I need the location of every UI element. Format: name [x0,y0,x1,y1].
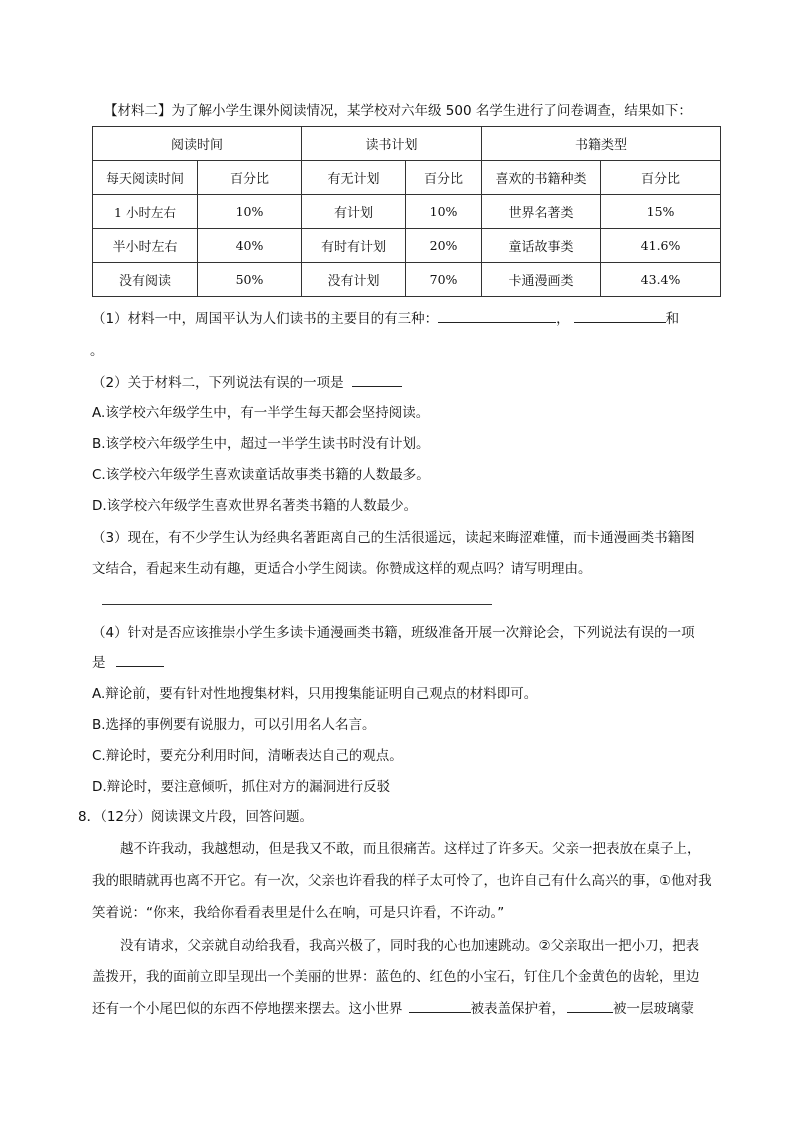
question-4-line-1: （4）针对是否应该推崇小学生多读卡通漫画类书籍，班级准备开展一次辩论会，下列说法有误的一项 [92,625,695,641]
answer-blank[interactable] [574,310,666,323]
table-cell: 童话故事类 [482,229,601,263]
question-1 [92,310,679,328]
table-cell: 有计划 [302,195,406,229]
table-cell: 10% [198,195,302,229]
question-1-text: （1）材料一中，周国平认为人们读书的主要目的有三种： [92,311,439,327]
option-b: B.选择的事例要有说服力，可以引用名人名言。 [92,717,376,733]
survey-table [92,126,721,297]
table-cell: 有时有计划 [302,229,406,263]
passage-p1-line-3: 笑着说：“你来，我给你看看表里是什么在响，可是只许看，不许动。” [92,905,505,921]
option-d: D.该学校六年级学生喜欢世界名著类书籍的人数最少。 [92,498,418,514]
question-1-and: 和 [665,311,680,327]
table-row [93,263,721,297]
table-row [93,229,721,263]
table-cell: 10% [406,195,482,229]
question-1-separator: ， [556,311,570,327]
group-header-book-type: 书籍类型 [482,127,721,161]
subheader-cell: 喜欢的书籍种类 [482,161,601,195]
table-cell: 40% [198,229,302,263]
question-1-end: 。 [90,343,104,359]
table-cell: 没有阅读 [93,263,198,297]
passage-p1-line-2: 我的眼睛就再也离不开它。有一次，父亲也许看我的样子太可怜了，也许自己有什么高兴的事，①他对我 [92,873,712,889]
table-cell: 50% [198,263,302,297]
table-cell: 1 小时左右 [93,195,198,229]
passage-p1-line-1: 越不许我动，我越想动，但是我又不敢，而且很痛苦。这样过了许多天。父亲一把表放在桌子上， [120,841,701,857]
subheader-cell: 百分比 [601,161,721,195]
table-group-row [93,127,721,161]
passage-text: 被一层玻璃蒙 [613,1001,694,1017]
question-4-text: 是 [92,655,106,671]
table-cell: 世界名著类 [482,195,601,229]
table-cell: 15% [601,195,721,229]
question-3-line-1: （3）现在，有不少学生认为经典名著距离自己的生活很遥远，读起来晦涩难懂，而卡通漫画类书籍图 [92,530,695,546]
passage-p2-line-2: 盖拨开，我的面前立即呈现出一个美丽的世界：蓝色的、红色的小宝石，钉住几个金黄色的齿轮，里边 [92,969,700,985]
option-d: D.辩论时，要注意倾听，抓住对方的漏洞进行反驳 [92,779,391,795]
table-cell: 70% [406,263,482,297]
passage-text: 还有一个小尾巴似的东西不停地摆来摆去。这小世界 [92,1001,403,1017]
answer-line[interactable] [102,604,492,605]
table-cell: 卡通漫画类 [482,263,601,297]
table-row [93,195,721,229]
subheader-cell: 有无计划 [302,161,406,195]
answer-blank[interactable] [409,1000,471,1013]
question-2 [92,374,402,392]
passage-p2-line-3 [92,1000,694,1018]
answer-blank[interactable] [352,374,402,387]
passage-p2-line-1: 没有请求，父亲就自动给我看，我高兴极了，同时我的心也加速跳动。②父亲取出一把小刀，把表 [120,938,700,954]
option-a: A.该学校六年级学生中，有一半学生每天都会坚持阅读。 [92,405,430,421]
passage-text: 被表盖保护着， [470,1001,565,1017]
question-8-header: 8．（12分）阅读课文片段，回答问题。 [78,809,314,825]
material2-intro: 【材料二】为了解小学生课外阅读情况，某学校对六年级 500 名学生进行了问卷调查，结果如下： [104,103,692,119]
option-c: C.该学校六年级学生喜欢读童话故事类书籍的人数最多。 [92,467,430,483]
subheader-cell: 百分比 [198,161,302,195]
group-header-reading-time: 阅读时间 [93,127,302,161]
option-b: B.该学校六年级学生中，超过一半学生读书时没有计划。 [92,436,430,452]
table-cell: 41.6% [601,229,721,263]
table-cell: 半小时左右 [93,229,198,263]
table-cell: 没有计划 [302,263,406,297]
answer-blank[interactable] [567,1000,613,1013]
option-a: A.辩论前，要有针对性地搜集材料，只用搜集能证明自己观点的材料即可。 [92,686,538,702]
group-header-reading-plan: 读书计划 [302,127,482,161]
option-c: C.辩论时，要充分利用时间，清晰表达自己的观点。 [92,748,403,764]
answer-blank[interactable] [438,310,556,323]
subheader-cell: 每天阅读时间 [93,161,198,195]
table-subheader-row [93,161,721,195]
answer-blank[interactable] [116,654,164,667]
subheader-cell: 百分比 [406,161,482,195]
question-2-text: （2）关于材料二，下列说法有误的一项是 [92,375,344,391]
question-3-line-2: 文结合，看起来生动有趣，更适合小学生阅读。你赞成这样的观点吗？请写明理由。 [92,561,592,577]
question-4-line-2 [92,654,164,672]
table-cell: 43.4% [601,263,721,297]
table-cell: 20% [406,229,482,263]
